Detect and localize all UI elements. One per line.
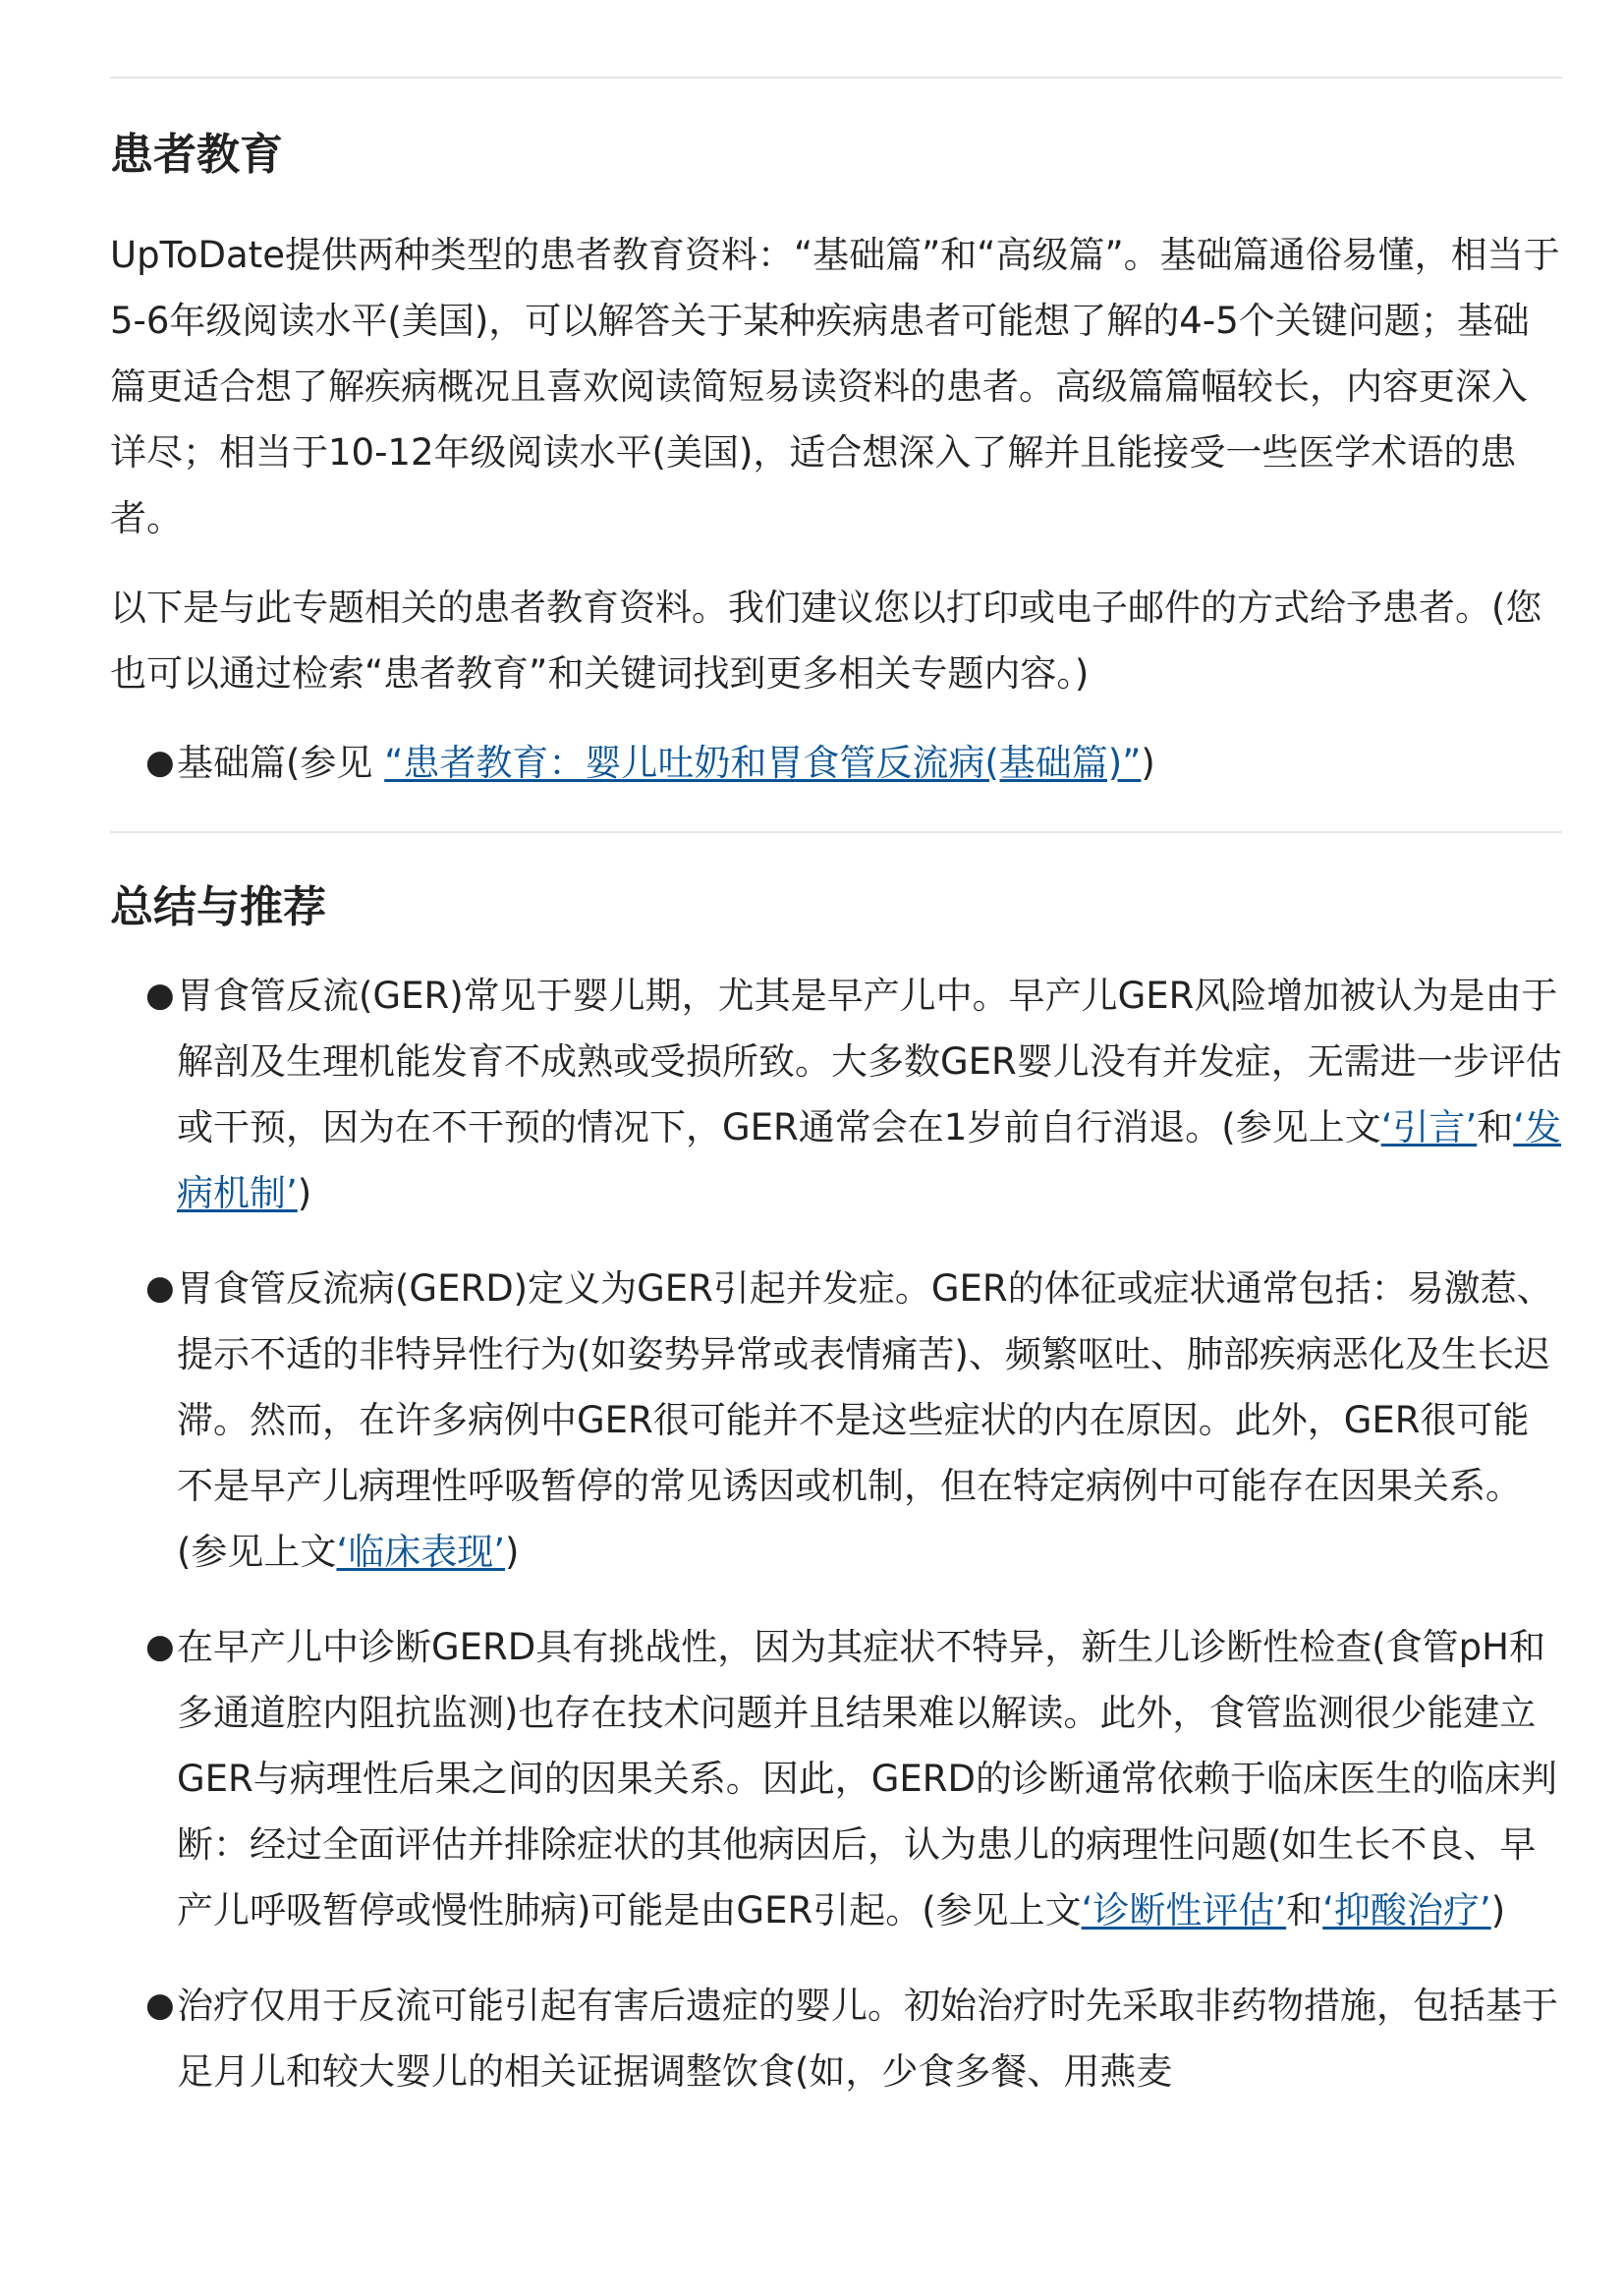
list-item (110, 1973, 1562, 2104)
paragraph: UpToDate提供两种类型的患者教育资料：“基础篇”和“高级篇”。基础篇通俗易懂，相当于5-6年级阅读水平(美国)，可以解答关于某种疾病患者可能想了解的4-5个关键问题；基础篇更适合想了解疾病概况且喜欢阅读简短易读资料的患者。高级篇篇幅较长，内容更深入详尽；相当于10-12年级阅读水平(美国)，适合想深入了解并且能接受一些医学术语的患者。 (110, 234, 1560, 539)
patient-education-link[interactable]: “患者教育：婴儿吐奶和胃食管反流病(基础篇)” (384, 742, 1142, 784)
list-item (110, 1614, 1562, 1943)
item-text: 在早产儿中诊断GERD具有挑战性，因为其症状不特异，新生儿诊断性检查(食管pH和多通道腔内阻抗监测)也存在技术问题并且结果难以解读。此外，食管监测很少能建立GER与病理性后果之间的因果关系。因此，GERD的诊断通常依赖于临床医生的临床判断：经过全面评估并排除症状的其他病因后，认为患儿的病理性问题(如生长不良、早产儿呼吸暂停或慢性肺病)可能是由GER引起。(参见上文 (177, 1626, 1558, 1931)
list-item (110, 730, 1562, 796)
paragraph: 以下是与此专题相关的患者教育资料。我们建议您以打印或电子邮件的方式给予患者。(您也可以通过检索“患者教育”和关键词找到更多相关专题内容。) (110, 587, 1542, 695)
item-end: ) (1490, 1889, 1506, 1931)
section-divider (110, 831, 1562, 833)
item-prefix: 基础篇(参见 (177, 742, 385, 784)
introduction-link[interactable]: ‘引言’ (1380, 1106, 1478, 1148)
item-text: 胃食管反流(GER)常见于婴儿期，尤其是早产儿中。早产儿GER风险增加被认为是由于解剖及生理机能发育不成熟或受损所致。大多数GER婴儿没有并发症，无需进一步评估或干预，因为在不干预的情况下，GER通常会在1岁前自行消退。(参见上文 (177, 975, 1562, 1148)
item-joiner: 和 (1286, 1889, 1323, 1931)
item-text: 治疗仅用于反流可能引起有害后遗症的婴儿。初始治疗时先采取非药物措施，包括基于足月儿和较大婴儿的相关证据调整饮食(如，少食多餐、用燕麦 (177, 1985, 1558, 2093)
section-divider (110, 77, 1562, 79)
item-end: ) (297, 1172, 312, 1214)
bullet-icon: ● (145, 1986, 175, 2025)
item-joiner: 和 (1477, 1106, 1514, 1148)
bullet-icon: ● (145, 743, 175, 782)
bullet-icon: ● (145, 1268, 175, 1308)
patient-education-section (110, 126, 1562, 796)
bullet-icon: ● (145, 976, 175, 1015)
diagnostic-evaluation-link[interactable]: ‘诊断性评估’ (1081, 1889, 1287, 1931)
section-heading: 患者教育 (110, 130, 283, 180)
bullet-icon: ● (145, 1627, 175, 1666)
list-item (110, 963, 1562, 1226)
item-end: ) (504, 1531, 520, 1573)
acid-suppression-link[interactable]: ‘抑酸治疗’ (1322, 1889, 1491, 1931)
basic-list (110, 730, 1562, 796)
item-suffix: ) (1141, 742, 1155, 784)
summary-recommendations-section (110, 878, 1562, 2104)
pathogenesis-link[interactable]: ‘发病机制’ (177, 1106, 1562, 1214)
clinical-features-link[interactable]: ‘临床表现’ (336, 1531, 505, 1573)
list-item (110, 1256, 1562, 1585)
section-heading: 总结与推荐 (110, 882, 326, 932)
document-page (110, 0, 1562, 2134)
summary-list (110, 963, 1562, 2104)
item-text: 胃食管反流病(GERD)定义为GER引起并发症。GER的体征或症状通常包括：易激惹、提示不适的非特异性行为(如姿势异常或表情痛苦)、频繁呕吐、肺部疾病恶化及生长迟滞。然而，在许多病例中GER很可能并不是这些症状的内在原因。此外，GER很可能不是早产儿病理性呼吸暂停的常见诱因或机制，但在特定病例中可能存在因果关系。(参见上文 (177, 1267, 1553, 1573)
